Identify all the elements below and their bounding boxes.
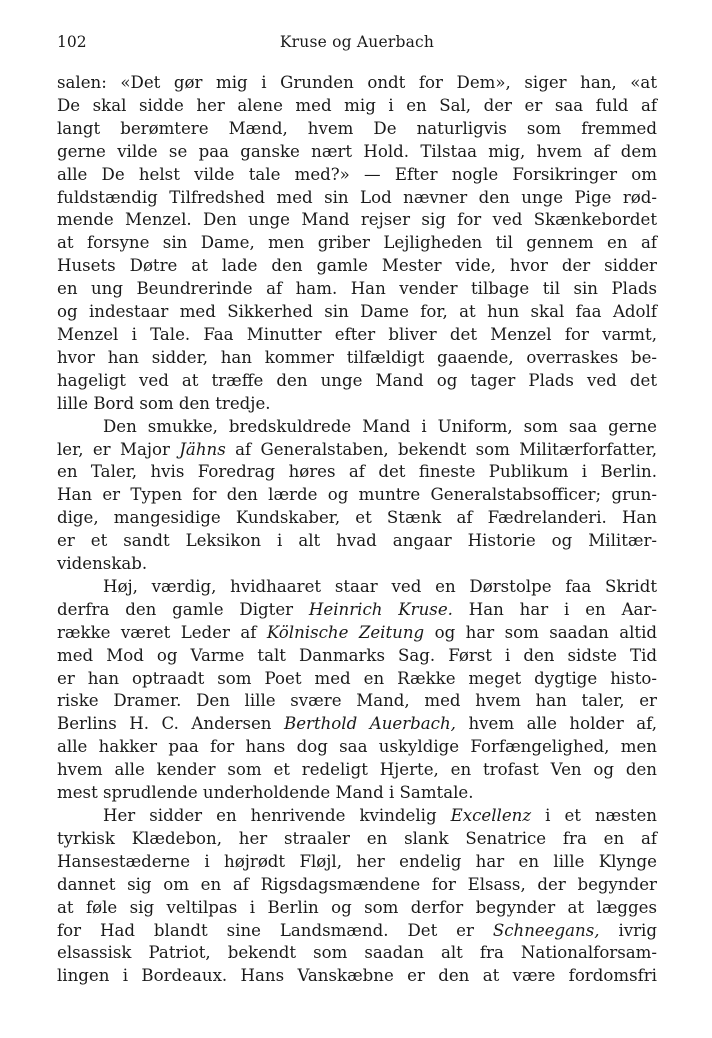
text-line: mende Menzel. Den unge Mand rejser sig for ved Skænkebordet — [57, 210, 657, 230]
body-text — [57, 72, 657, 988]
text-line: Høj, værdig, hvidhaaret staar ved en Dørstolpe faa Skridt — [103, 576, 657, 596]
text-line: derfra den gamle Digter Heinrich Kruse. Han har i en Aar- — [57, 599, 657, 619]
text-line: og indestaar med Sikkerhed sin Dame for, at hun skal faa Adolf — [57, 302, 657, 322]
text-line: Her sidder en henrivende kvindelig Excellenz i et næsten — [103, 806, 657, 825]
text-line: hvor han sidder, han kommer tilfældigt gaaende, overraskes be- — [57, 347, 657, 367]
text-line: elsassisk Patriot, bekendt som saadan alt fra Nationalforsam- — [57, 943, 657, 963]
text-line: ler, er Major Jähns af Generalstaben, bekendt som Militærforfatter, — [57, 439, 657, 459]
paragraph — [57, 805, 657, 988]
running-title: Kruse og Auerbach — [279, 33, 435, 51]
text-line: er han optraadt som Poet med en Række meget dygtige histo- — [57, 668, 657, 688]
italic-name: Jähns — [179, 439, 226, 459]
text-line: Menzel i Tale. Faa Minutter efter bliver det Menzel for varmt, — [57, 324, 657, 344]
paragraph — [57, 576, 657, 805]
text-line: lille Bord som den tredje. — [57, 393, 271, 413]
text-line: Hansestæderne i højrødt Fløjl, her endelig har en lille Klynge — [57, 851, 657, 871]
text-line: dige, mangesidige Kundskaber, et Stænk af Fædrelanderi. Han — [57, 508, 657, 528]
text-line: Han er Typen for den lærde og muntre Generalstabsofficer; grun- — [57, 485, 657, 505]
text-line: Berlins H. C. Andersen Berthold Auerbach, hvem alle holder af, — [57, 714, 657, 734]
italic-name: Heinrich Kruse. — [308, 599, 453, 619]
text-line: alle De helst vilde tale med?» — Efter nogle Forsikringer om — [57, 164, 657, 184]
text-line: alle hakker paa for hans dog saa uskyldige Forfængelighed, men — [57, 737, 657, 757]
page-number: 102 — [57, 33, 87, 51]
text-line: riske Dramer. Den lille svære Mand, med hvem han taler, er — [57, 691, 657, 711]
text-line: at føle sig veltilpas i Berlin og som derfor begynder at lægges — [57, 897, 657, 917]
text-line: er et sandt Leksikon i alt hvad angaar Historie og Militær- — [57, 531, 657, 551]
text-line: Den smukke, bredskuldrede Mand i Uniform, som saa gerne — [103, 416, 657, 436]
italic-name: Kölnische Zeitung — [266, 622, 425, 642]
italic-name: Schneegans, — [492, 920, 600, 940]
text-line: videnskab. — [57, 554, 148, 574]
paragraph — [57, 416, 657, 576]
italic-name: Excellenz — [450, 806, 532, 825]
text-line: lingen i Bordeaux. Hans Vanskæbne er den at være fordomsfri — [57, 966, 657, 986]
text-line: række været Leder af Kölnische Zeitung og har som saadan altid — [57, 622, 658, 642]
text-line: at forsyne sin Dame, men griber Lejligheden til gennem en af — [57, 233, 657, 253]
text-line: dannet sig om en af Rigsdagsmændene for Elsass, der begynder — [57, 874, 657, 894]
text-line: hvem alle kender som et redeligt Hjerte, en trofast Ven og den — [57, 760, 657, 780]
running-head — [57, 30, 657, 54]
text-line: fuldstændig Tilfredshed med sin Lod nævner den unge Pige rød- — [57, 187, 657, 207]
italic-name: Berthold Auerbach, — [284, 714, 456, 734]
text-line: gerne vilde se paa ganske nært Hold. Tilstaa mig, hvem af dem — [57, 141, 657, 161]
text-line: Husets Døtre at lade den gamle Mester vide, hvor der sidder — [57, 256, 657, 276]
text-line: tyrkisk Klædebon, her straaler en slank Senatrice fra en af — [57, 828, 657, 848]
text-line: De skal sidde her alene med mig i en Sal, der er saa fuld af — [57, 95, 657, 115]
text-line: med Mod og Varme talt Danmarks Sag. Først i den sidste Tid — [57, 645, 657, 665]
text-line: hageligt ved at træffe den unge Mand og tager Plads ved det — [57, 370, 657, 390]
text-line: langt berømtere Mænd, hvem De naturligvis som fremmed — [57, 118, 657, 138]
book-page — [57, 30, 657, 988]
paragraph — [57, 72, 657, 416]
text-line: salen: «Det gør mig i Grunden ondt for Dem», siger han, «at — [57, 73, 657, 92]
text-line: mest sprudlende underholdende Mand i Samtale. — [57, 783, 474, 803]
text-line: en ung Beundrerinde af ham. Han vender tilbage til sin Plads — [57, 279, 657, 299]
text-line: en Taler, hvis Foredrag høres af det fineste Publikum i Berlin. — [57, 462, 657, 482]
text-line: for Had blandt sine Landsmænd. Det er Schneegans, ivrig — [57, 920, 657, 940]
